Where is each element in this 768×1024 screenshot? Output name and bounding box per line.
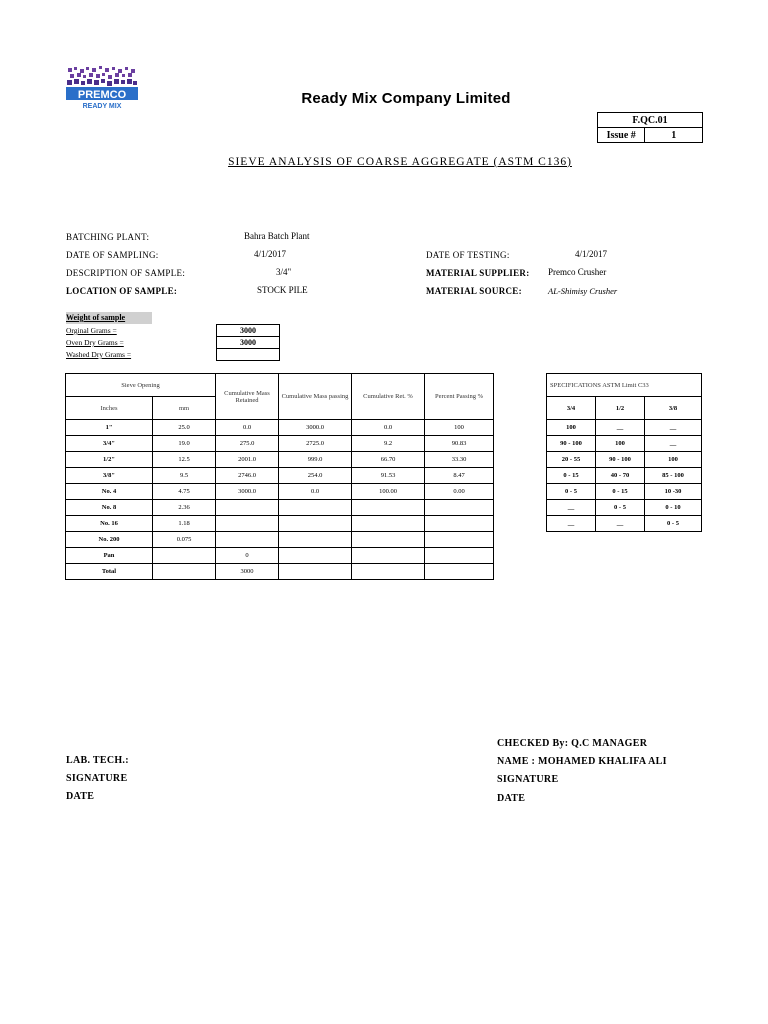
sieve-cell-ret-pct <box>352 516 425 532</box>
pct-passing-header: Percent Passing % <box>425 374 494 420</box>
sieve-cell-mm <box>153 548 216 564</box>
sieve-cell-inches: 3/4" <box>66 436 153 452</box>
sieve-row <box>66 548 494 564</box>
sieve-cell-inches: 1" <box>66 420 153 436</box>
sieve-cell-retained: 275.0 <box>216 436 279 452</box>
retained-header: Cumulative Mass Retained <box>216 374 279 420</box>
sieve-cell-inches: No. 4 <box>66 484 153 500</box>
spec-cell: 100 <box>547 420 596 436</box>
sieve-row <box>66 468 494 484</box>
sieve-cell-mm: 12.5 <box>153 452 216 468</box>
issue-value: 1 <box>645 128 703 143</box>
source-value: AL-Shimisy Crusher <box>548 286 618 296</box>
spec-col-1-2: 1/2 <box>596 397 645 420</box>
date-sampling-label: DATE OF SAMPLING: <box>66 250 159 260</box>
checked-by-label: CHECKED By: Q.C MANAGER <box>497 738 648 749</box>
sieve-cell-passing <box>279 564 352 580</box>
original-grams-value: 3000 <box>217 325 280 337</box>
spec-row <box>547 468 702 484</box>
spec-cell: __ <box>596 420 645 436</box>
sieve-cell-mm: 25.0 <box>153 420 216 436</box>
spec-cell: __ <box>547 516 596 532</box>
inches-header: Inches <box>66 397 153 420</box>
spec-cell: 90 - 100 <box>547 436 596 452</box>
sieve-cell-passing <box>279 532 352 548</box>
sieve-cell-ret-pct: 100.00 <box>352 484 425 500</box>
spec-cell: 0 - 5 <box>645 516 702 532</box>
spec-cell: 90 - 100 <box>596 452 645 468</box>
sieve-cell-pct-passing: 33.30 <box>425 452 494 468</box>
sieve-cell-mm: 4.75 <box>153 484 216 500</box>
sieve-cell-ret-pct <box>352 548 425 564</box>
batching-plant-label: BATCHING PLANT: <box>66 232 150 242</box>
sieve-cell-inches: Pan <box>66 548 153 564</box>
sieve-cell-pct-passing: 90.83 <box>425 436 494 452</box>
sieve-cell-pct-passing <box>425 500 494 516</box>
sieve-cell-mm: 19.0 <box>153 436 216 452</box>
spec-row <box>547 452 702 468</box>
sieve-cell-mm: 0.075 <box>153 532 216 548</box>
spec-header: SPECIFICATIONS ASTM Limit C33 <box>547 374 702 397</box>
form-code-box <box>597 112 703 143</box>
spec-row <box>547 516 702 532</box>
document-title: SIEVE ANALYSIS OF COARSE AGGREGATE (ASTM C136) <box>228 156 572 168</box>
sieve-cell-mm: 2.36 <box>153 500 216 516</box>
logo-text-top: PREMCO <box>77 89 127 101</box>
batching-plant-value: Bahra Batch Plant <box>244 231 310 241</box>
sieve-cell-passing: 3000.0 <box>279 420 352 436</box>
sieve-row <box>66 452 494 468</box>
sieve-cell-retained: 2001.0 <box>216 452 279 468</box>
oven-dry-label: Oven Dry Grams = <box>66 338 124 347</box>
spec-row <box>547 420 702 436</box>
sieve-cell-retained: 3000 <box>216 564 279 580</box>
spec-cell: 0 - 5 <box>596 500 645 516</box>
sieve-row <box>66 564 494 580</box>
sieve-cell-retained <box>216 500 279 516</box>
sieve-cell-pct-passing: 0.00 <box>425 484 494 500</box>
spec-row <box>547 500 702 516</box>
sieve-cell-pct-passing: 8.47 <box>425 468 494 484</box>
spec-col-3-8: 3/8 <box>645 397 702 420</box>
sieve-cell-inches: Total <box>66 564 153 580</box>
date-right-label: DATE <box>497 793 526 804</box>
sieve-cell-pct-passing <box>425 532 494 548</box>
sieve-row <box>66 484 494 500</box>
spec-cell: 40 - 70 <box>596 468 645 484</box>
supplier-value: Premco Crusher <box>548 267 607 277</box>
oven-dry-value: 3000 <box>217 337 280 349</box>
spec-cell: 10 -30 <box>645 484 702 500</box>
spec-cell: __ <box>596 516 645 532</box>
signature-left-label: SIGNATURE <box>66 773 128 784</box>
description-value: 3/4" <box>276 267 292 277</box>
sieve-cell-passing <box>279 548 352 564</box>
sieve-row <box>66 500 494 516</box>
sieve-cell-pct-passing <box>425 564 494 580</box>
sieve-cell-ret-pct: 0.0 <box>352 420 425 436</box>
manager-name: NAME : MOHAMED KHALIFA ALI <box>497 756 667 767</box>
date-testing-value: 4/1/2017 <box>575 249 608 259</box>
sieve-cell-passing: 0.0 <box>279 484 352 500</box>
sieve-cell-mm <box>153 564 216 580</box>
source-label: MATERIAL SOURCE: <box>426 286 522 296</box>
spec-row <box>547 436 702 452</box>
sieve-cell-inches: No. 16 <box>66 516 153 532</box>
sieve-cell-retained: 0 <box>216 548 279 564</box>
sieve-cell-ret-pct <box>352 564 425 580</box>
sieve-row <box>66 516 494 532</box>
ret-pct-header: Cumulative Ret. % <box>352 374 425 420</box>
spec-cell: 20 - 55 <box>547 452 596 468</box>
sieve-cell-inches: 1/2" <box>66 452 153 468</box>
location-label: LOCATION OF SAMPLE: <box>66 286 178 296</box>
spec-cell: 100 <box>596 436 645 452</box>
original-grams-label: Orginal Grams = <box>66 326 117 335</box>
sieve-cell-passing: 2725.0 <box>279 436 352 452</box>
sieve-cell-passing <box>279 516 352 532</box>
logo-text-bottom: READY MIX <box>82 103 122 110</box>
sieve-cell-retained <box>216 516 279 532</box>
spec-row <box>547 484 702 500</box>
sieve-cell-mm: 1.18 <box>153 516 216 532</box>
sieve-row <box>66 420 494 436</box>
spec-cell: 100 <box>645 452 702 468</box>
washed-dry-value <box>217 349 280 361</box>
signature-right-label: SIGNATURE <box>497 774 559 785</box>
sieve-cell-retained: 0.0 <box>216 420 279 436</box>
sieve-cell-inches: No. 8 <box>66 500 153 516</box>
date-testing-label: DATE OF TESTING: <box>426 250 510 260</box>
sieve-cell-ret-pct: 9.2 <box>352 436 425 452</box>
sieve-cell-passing <box>279 500 352 516</box>
spec-cell: __ <box>547 500 596 516</box>
sieve-cell-ret-pct <box>352 500 425 516</box>
spec-cell: __ <box>645 420 702 436</box>
form-code: F.QC.01 <box>598 113 703 128</box>
sieve-cell-retained: 2746.0 <box>216 468 279 484</box>
issue-label: Issue # <box>598 128 645 143</box>
spec-cell: 0 - 5 <box>547 484 596 500</box>
sieve-opening-header: Sieve Opening <box>66 374 216 397</box>
date-left-label: DATE <box>66 791 95 802</box>
spec-cell: 0 - 10 <box>645 500 702 516</box>
supplier-label: MATERIAL SUPPLIER: <box>426 268 530 278</box>
sieve-table <box>65 373 494 580</box>
sieve-cell-passing: 999.0 <box>279 452 352 468</box>
logo-graphic <box>66 66 138 110</box>
sieve-row <box>66 436 494 452</box>
sieve-cell-ret-pct: 91.53 <box>352 468 425 484</box>
sieve-cell-pct-passing: 100 <box>425 420 494 436</box>
date-sampling-value: 4/1/2017 <box>254 249 287 259</box>
spec-cell: 0 - 15 <box>596 484 645 500</box>
spec-cell: 0 - 15 <box>547 468 596 484</box>
sieve-cell-inches: 3/8" <box>66 468 153 484</box>
spec-table <box>546 373 702 532</box>
washed-dry-label: Washed Dry Grams = <box>66 350 132 359</box>
sieve-cell-passing: 254.0 <box>279 468 352 484</box>
location-value: STOCK PILE <box>257 285 308 295</box>
sieve-row <box>66 532 494 548</box>
spec-cell: __ <box>645 436 702 452</box>
sieve-cell-retained: 3000.0 <box>216 484 279 500</box>
weight-values <box>216 324 280 361</box>
sieve-cell-mm: 9.5 <box>153 468 216 484</box>
lab-tech-label: LAB. TECH.: <box>66 755 129 766</box>
spec-cell: 85 - 100 <box>645 468 702 484</box>
sieve-cell-inches: No. 200 <box>66 532 153 548</box>
sieve-cell-retained <box>216 532 279 548</box>
sieve-cell-ret-pct <box>352 532 425 548</box>
spec-col-3-4: 3/4 <box>547 397 596 420</box>
sieve-cell-pct-passing <box>425 548 494 564</box>
sieve-cell-pct-passing <box>425 516 494 532</box>
description-label: DESCRIPTION OF SAMPLE: <box>66 268 186 278</box>
weight-header: Weight of sample <box>66 312 152 324</box>
company-logo <box>66 66 138 110</box>
company-name: Ready Mix Company Limited <box>301 90 511 107</box>
passing-header: Cumulative Mass passing <box>279 374 352 420</box>
sieve-cell-ret-pct: 66.70 <box>352 452 425 468</box>
mm-header: mm <box>153 397 216 420</box>
